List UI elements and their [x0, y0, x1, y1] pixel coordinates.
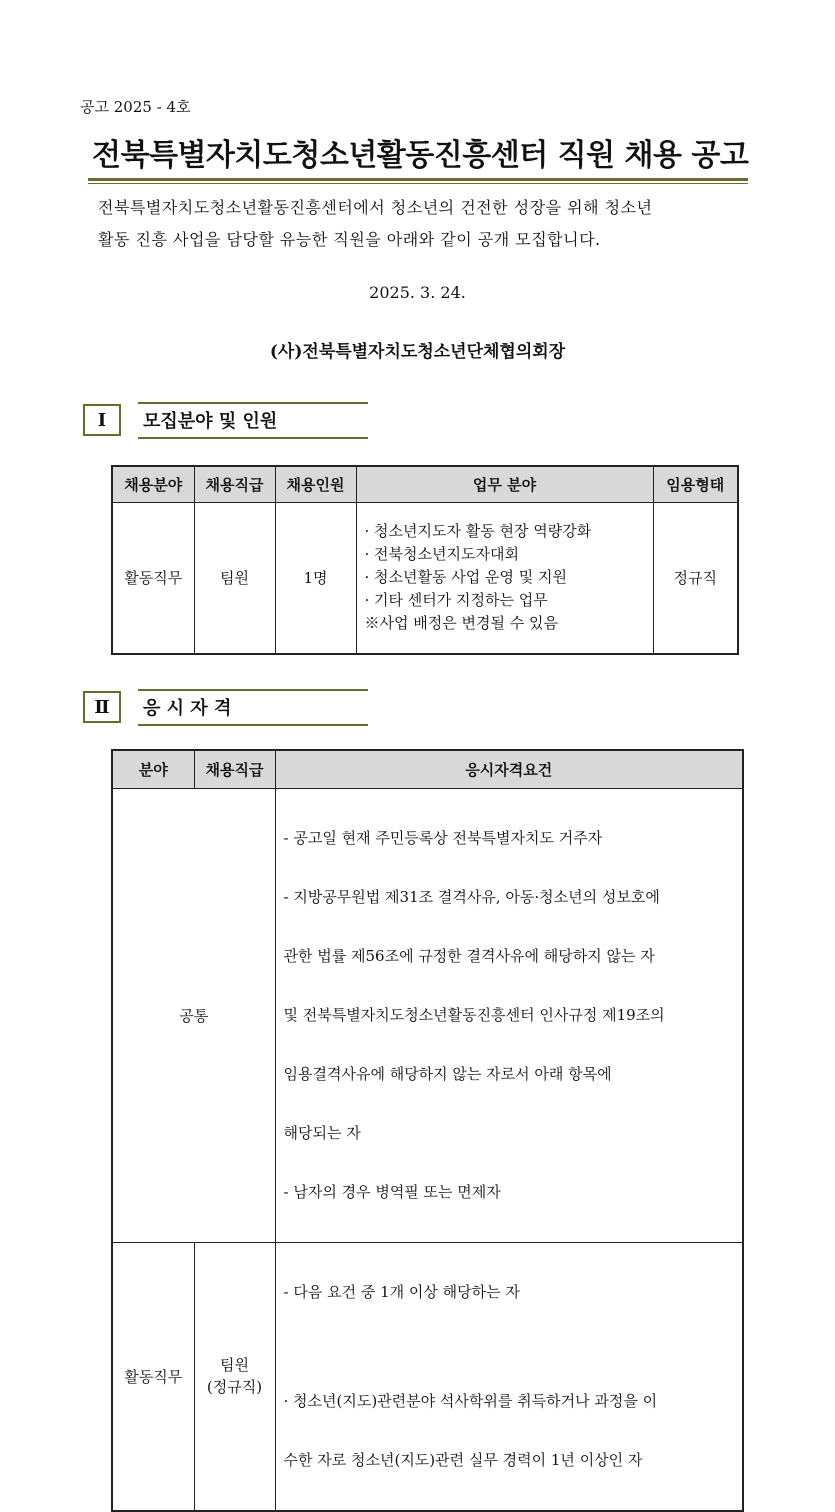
cell-rank: 팀원 [194, 502, 275, 654]
requirement-line: - 공고일 현재 주민등록상 전북특별자치도 거주자 [283, 828, 603, 847]
duty-item: · 기타 센터가 지정하는 업무 [364, 591, 548, 610]
requirement-line: 수한 자로 청소년(지도)관련 실무 경력이 1년 이상인 자 [283, 1450, 643, 1469]
cell-activity-rank [194, 1242, 275, 1511]
requirement-spacer [284, 1340, 743, 1354]
section-1-title: 모집분야 및 인원 [143, 411, 278, 432]
header-requirements: 응시자격요건 [275, 750, 743, 788]
requirement-line: 관한 법률 제56조에 규정한 결격사유에 해당하지 않는 자 [283, 946, 655, 965]
recruitment-table [111, 465, 739, 655]
requirement-line: · 청소년(지도)관련분야 석사학위를 취득하거나 과정을 이 [283, 1391, 658, 1410]
cell-field: 활동직무 [112, 502, 194, 654]
notice-number: 공고 2025 - 4호 [80, 98, 191, 116]
cell-activity-field: 활동직무 [112, 1242, 194, 1511]
requirement-line: 및 전북특별자치도청소년활동진흥센터 인사규정 제19조의 [283, 1005, 665, 1024]
header-area: 분야 [112, 750, 194, 788]
header-duties: 업무 분야 [356, 466, 653, 502]
duty-item: · 청소년활동 사업 운영 및 지원 [364, 568, 567, 587]
header-rank: 채용직급 [194, 750, 275, 788]
duty-item: · 전북청소년지도자대회 [364, 545, 519, 564]
activity-rank-line-2: (정규직) [206, 1378, 263, 1396]
notice-date: 2025. 3. 24. [369, 283, 466, 302]
section-1-number: Ⅰ [83, 404, 121, 436]
requirement-line: - 남자의 경우 병역필 또는 면제자 [283, 1182, 501, 1201]
requirement-line: - 다음 요건 중 1개 이상 해당하는 자 [283, 1282, 520, 1301]
cell-count: 1명 [275, 502, 356, 654]
cell-common-requirements [275, 788, 743, 1242]
activity-rank-line-1: 팀원 [220, 1356, 249, 1374]
duty-note: ※사업 배정은 변경될 수 있음 [364, 614, 558, 633]
section-2-title: 응 시 자 격 [143, 698, 232, 719]
requirement-line: 해당되는 자 [283, 1123, 361, 1142]
intro-line-2: 활동 진흥 사업을 담당할 유능한 직원을 아래와 같이 공개 모집합니다. [98, 230, 601, 249]
intro-line-1: 전북특별자치도청소년활동진흥센터에서 청소년의 건전한 성장을 위해 청소년 [98, 198, 653, 217]
qualification-table [111, 749, 744, 1512]
cell-activity-requirements [275, 1242, 743, 1511]
title-rule [88, 178, 748, 181]
section-1-rule-top [138, 402, 368, 404]
cell-type: 정규직 [653, 502, 738, 654]
header-type: 임용형태 [653, 466, 738, 502]
header-count: 채용인원 [275, 466, 356, 502]
page-title: 전북특별자치도청소년활동진흥센터 직원 채용 공고 [92, 138, 749, 173]
duty-item: · 청소년지도자 활동 현장 역량강화 [364, 522, 592, 541]
section-2-number: Ⅱ [83, 691, 121, 723]
section-1-rule-bottom [138, 437, 368, 439]
header-field: 채용분야 [112, 466, 194, 502]
section-2-rule-bottom [138, 724, 368, 726]
requirement-line: 임용결격사유에 해당하지 않는 자로서 아래 항목에 [283, 1064, 612, 1083]
requirement-line: - 지방공무원법 제31조 결격사유, 아동·청소년의 성보호에 [283, 887, 660, 906]
section-2-rule-top [138, 689, 368, 691]
organization-name: (사)전북특별자치도청소년단체협의회장 [269, 342, 566, 362]
cell-duties [356, 502, 653, 654]
header-rank: 채용직급 [194, 466, 275, 502]
cell-common-label: 공통 [112, 788, 275, 1242]
title-rule-thin [88, 183, 748, 184]
